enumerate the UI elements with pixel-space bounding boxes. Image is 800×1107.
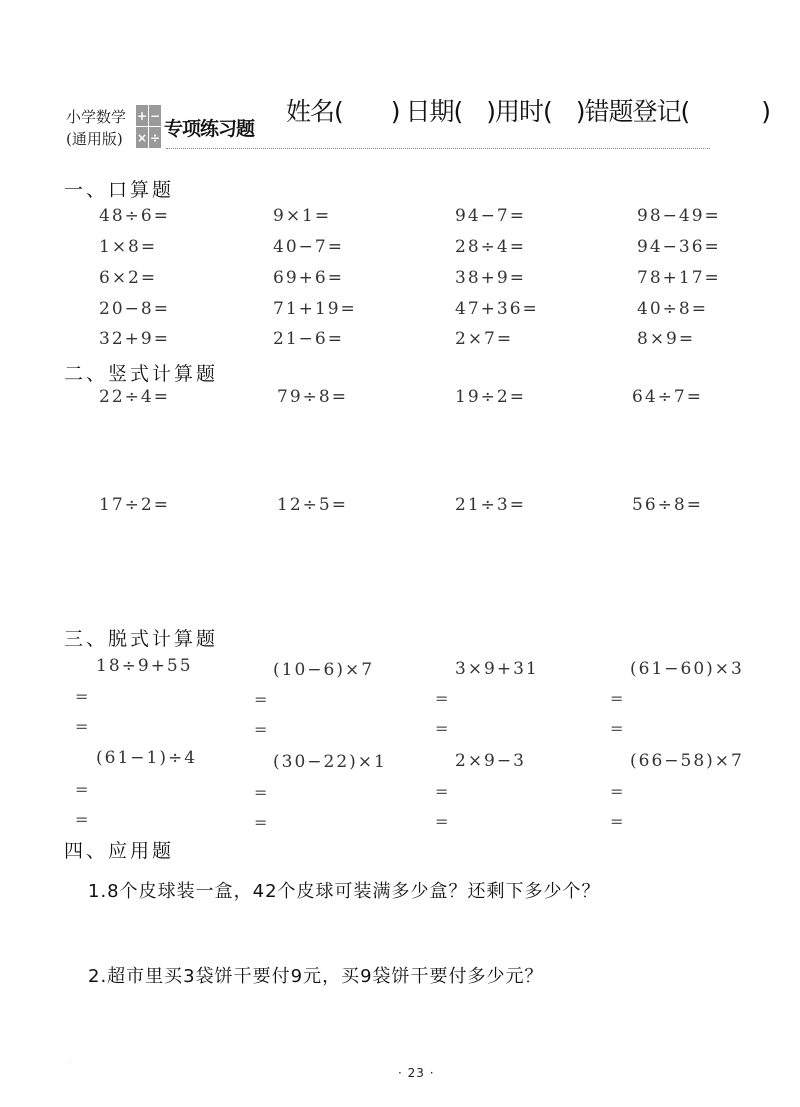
stepwise-problem: 3×9+31 [455,659,539,679]
oral-problem: 78+17= [637,268,721,288]
stepwise-problem: (61−60)×3 [630,659,744,679]
section-title-application: 四、应用题 [64,840,175,862]
oral-problem: 94−7= [455,206,526,226]
oral-problem: 28÷4= [455,237,526,257]
name-field[interactable]: 姓名( ) [286,97,400,126]
time-used-field[interactable]: 用时( ) [495,97,585,126]
oral-problem: 6×2= [99,268,158,288]
word-problem: 1.8个皮球装一盒，42个皮球可装满多少盒？还剩下多少个？ [88,881,601,902]
oral-problem: 40−7= [273,237,344,257]
stepwise-problem: (10−6)×7 [273,660,375,680]
stepwise-problem: (61−1)÷4 [96,748,198,768]
brand-title: 专项练习题 [164,118,255,140]
oral-problem: 20−8= [99,299,170,319]
operators-logo [136,105,160,148]
vertical-problem: 21÷3= [455,495,526,515]
section-title-stepwise: 三、脱式计算题 [64,628,219,650]
stepwise-problem: 2×9−3 [455,751,526,771]
vertical-problem: 17÷2= [99,495,170,515]
oral-problem: 21−6= [273,329,344,349]
stepwise-problem: (30−22)×1 [273,752,387,772]
multiply-icon: × [136,127,148,148]
equals-line: = [254,813,268,832]
oral-problem: 98−49= [637,206,721,226]
equals-line: = [610,719,624,738]
equals-line: = [75,810,89,829]
student-info-fields [286,92,770,128]
section-title-vertical: 二、竖式计算题 [64,363,219,385]
oral-problem: 71+19= [273,299,357,319]
equals-line: = [435,719,449,738]
page-number: · 23 · [398,1066,435,1080]
equals-line: = [75,717,89,736]
plus-icon: + [136,105,148,126]
equals-line: = [254,783,268,802]
oral-problem: 69+6= [273,268,344,288]
oral-problem: 40÷8= [637,299,708,319]
equals-line: = [435,812,449,831]
oral-problem: 38+9= [455,268,526,288]
vertical-problem: 22÷4= [99,387,170,407]
oral-problem: 9×1= [273,206,332,226]
equals-line: = [610,689,624,708]
vertical-problem: 19÷2= [455,387,526,407]
oral-problem: 48÷6= [99,206,170,226]
oral-problem: 1×8= [99,237,158,257]
oral-problem: 8×9= [637,329,696,349]
equals-line: = [435,689,449,708]
vertical-problem: 56÷8= [632,495,703,515]
equals-line: = [75,687,89,706]
equals-line: = [610,782,624,801]
oral-problem: 47+36= [455,299,539,319]
equals-line: = [254,720,268,739]
brand-edition: (通用版) [66,130,123,148]
divide-icon: ÷ [149,127,161,148]
header-divider [166,148,710,149]
error-log-field[interactable]: 错题登记( ) [584,97,771,126]
word-problem: 2.超市里买3袋饼干要付9元，买9袋饼干要付多少元？ [88,966,544,987]
equals-line: = [75,780,89,799]
vertical-problem: 64÷7= [632,387,703,407]
scan-mark: · [68,1058,71,1067]
section-title-oral: 一、口算题 [64,179,175,201]
equals-line: = [254,690,268,709]
oral-problem: 2×7= [455,329,514,349]
oral-problem: 94−36= [637,237,721,257]
equals-line: = [610,812,624,831]
brand-subject: 小学数学 [66,108,127,126]
minus-icon: − [149,105,161,126]
stepwise-problem: 18÷9+55 [96,656,193,676]
stepwise-problem: (66−58)×7 [630,751,744,771]
oral-problem: 32+9= [99,329,170,349]
date-field[interactable]: 日期( ) [405,97,496,126]
equals-line: = [435,782,449,801]
vertical-problem: 12÷5= [277,495,348,515]
vertical-problem: 79÷8= [277,387,348,407]
